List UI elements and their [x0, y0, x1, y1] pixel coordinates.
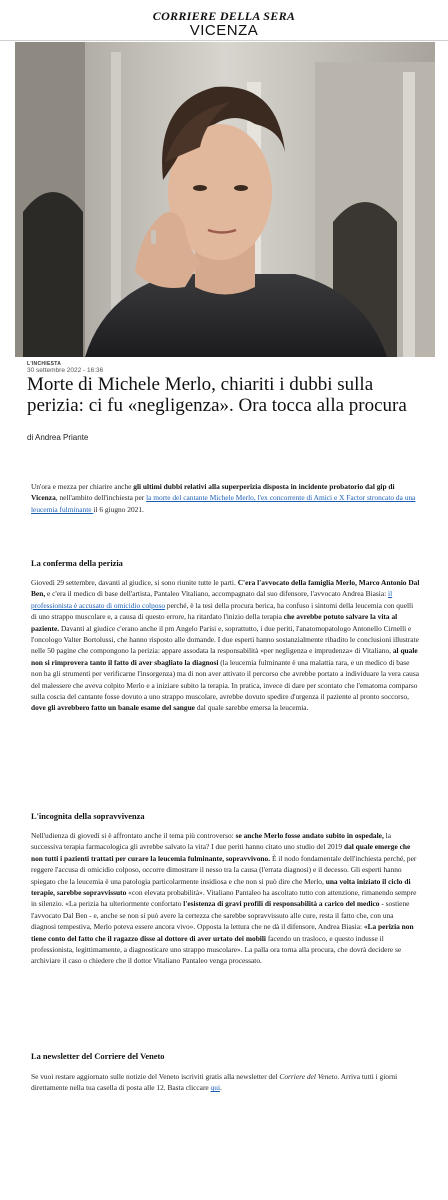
- text-run: perché, è la tesi della procura berica, ha confuso i sintomi della leucemia con quelli di uno strappo muscolare e, a causa di questo errore, ha ritardato l'inizio della terapia: [31, 600, 414, 622]
- text-run: . Arriva tutti i giorni direttamente nella tua casella di posta alle 12. Basta cliccare: [31, 1072, 398, 1093]
- italic-run: Corriere del Veneto: [279, 1072, 338, 1081]
- portrait-illustration: [15, 42, 435, 357]
- text-run: il 6 giugno 2021.: [93, 504, 144, 514]
- bold-run: l'esistenza di gravi profili di responsabilità a carico del medico: [183, 899, 380, 909]
- publish-date: 30 settembre 2022 - 16:36: [27, 367, 104, 374]
- text-run: Davanti al giudice c'erano anche il pm Angelo Parisi e, soprattutto, i due periti, l'anatomopatologo Antonello Cirnelli e l'oncologo Valter Bortolussi, che hanno risposto alle domande. I due esperti hanno sostanzialmente ribadito le conclusioni illustrate nelle 50 pagine che compongono la perizia: appare assodata la responsabilità «per negligenza e imprudenza» di Vitaliano,: [31, 623, 419, 656]
- text-run: e c'era il medico di base dell'artista, Pantaleo Vitaliano, accompagnato dal suo difensore, l'avvocato Andrea Biasia:: [45, 589, 389, 599]
- intro-paragraph: [31, 481, 420, 515]
- section-kicker[interactable]: L'INCHIESTA: [27, 361, 62, 367]
- bold-run: gli ultimi dubbi relativi alla superperizia disposta in incidente probatorio dal gip di Vicenza: [31, 482, 395, 503]
- bold-run: se anche Merlo fosse andato subito in ospedale,: [235, 831, 384, 840]
- hero-image: [15, 42, 435, 357]
- bold-run: una volta iniziato il ciclo di terapie, sarebbe sopravvissuto: [31, 876, 411, 898]
- bold-run: «La perizia non tiene conto del fatto che il ragazzo disse al dottore di aver urtato dei mobili: [31, 922, 414, 943]
- newsletter-link[interactable]: qui: [210, 1083, 221, 1093]
- section-heading: La conferma della perizia: [31, 559, 123, 568]
- text-run: , nell'ambito dell'inchiesta per: [55, 493, 147, 503]
- text-run: dal quale sarebbe emersa la leucemia.: [194, 703, 309, 713]
- header-divider: [0, 40, 448, 41]
- text-run: .: [220, 1083, 222, 1093]
- article-title: Morte di Michele Merlo, chiariti i dubbi sulla perizia: ci fu «negligenza». Ora tocca alla procura: [27, 374, 407, 416]
- section1-paragraph: [31, 577, 420, 714]
- link-accusation-article[interactable]: il professionista è accusato di omicidio colposo: [31, 589, 393, 610]
- text-run: Se vuoi restare aggiornato sulle notizie del Veneto iscriviti gratis alla newsletter del: [31, 1072, 280, 1081]
- section-heading: La newsletter del Corriere del Veneto: [31, 1052, 165, 1061]
- text-run: (la leucemia fulminante è una malattia rara, e un medico di base non ha gli strumenti per verificarne l'insorgenza) ma di non aver attivato il percorso che avrebbe portato a individuare la vera causa del malessere che aveva colpito Merlo e a iniziare subito la terapia. In pratica, invece di dare per scontato che l'ematoma comparso sulla coscia del cantante fosse dovuto a uno strappo muscolare, avrebbe dovuto spedire d'urgenza il paziente al pronto soccorso,: [31, 657, 420, 702]
- bold-run: C'era l'avvocato della famiglia Merlo, Marco Antonio Dal Ben,: [31, 578, 420, 599]
- link-death-article[interactable]: la morte del cantante Michele Merlo, l'ex concorrente di Amici e X Factor stroncato da una leucemia fulminante: [31, 493, 416, 514]
- masthead: [0, 10, 448, 39]
- text-run: la successiva terapia farmacologica gli avrebbe salvato la vita? I due periti hanno citato uno studio del 2019: [31, 831, 391, 852]
- text-run: È il nodo fondamentale dell'inchiesta perché, per reggere l'accusa di omicidio colposo, occorre dimostrare il nesso tra la causa (l'errata diagnosi) e il decesso. Gli esperti hanno spiegato che la leucemia è una patologia particolarmente insidiosa e che non si può dire che Merlo,: [31, 853, 417, 886]
- bold-run: dove gli avrebbero fatto un banale esame del sangue: [31, 703, 195, 713]
- text-run: «con elevata probabilità». Vitaliano Pantaleo ha ascoltato tutto con attenzione, rimanendo sempre in silenzio. «La perizia ha ulteriormente confortato: [31, 888, 417, 909]
- text-run: Giovedì 29 settembre, davanti al giudice, si sono riunite tutte le parti.: [31, 578, 238, 587]
- brand-logo[interactable]: CORRIERE DELLA SERA: [152, 9, 296, 23]
- bold-run: che avrebbe potuto salvare la vita al paziente.: [31, 612, 398, 633]
- text-run: - sostiene l'avvocato Dal Ben - e, anche se non si può avere la certezza che sarebbe sopravvissuto alle cure, resta il fatto che, con una diagnosi tempestiva, Merlo poteva essere ancora vivo». Opposta la lettura che ne dà il difensore, Andrea Biasia:: [31, 899, 410, 932]
- bold-run: al quale non si rimprovera tanto il fatto di aver sbagliato la diagnosi: [31, 646, 418, 667]
- bold-run: dal quale emerge che non tutti i pazienti trattati per curare la leucemia fulminante, sopravvivono.: [31, 842, 411, 863]
- newsletter-paragraph: [31, 1071, 420, 1094]
- text-run: facendo un trasloco, e questo indusse il professionista, legittimamente, a diagnosticare uno strappo muscolare». La palla ora torna alla procura, che dovrà decidere se archiviare il caso o chiedere che il dottor Vitaliano Pantaleo venga processato.: [31, 933, 402, 966]
- section2-paragraph: [31, 830, 420, 967]
- edition-name[interactable]: VICENZA: [189, 22, 259, 39]
- author-byline[interactable]: di Andrea Priante: [27, 433, 89, 442]
- text-run: Nell'udienza di giovedì si è affrontato anche il tema più controverso:: [31, 831, 236, 840]
- section-heading: L'incognita della sopravvivenza: [31, 812, 145, 821]
- text-run: Un'ora e mezza per chiarire anche: [31, 482, 134, 491]
